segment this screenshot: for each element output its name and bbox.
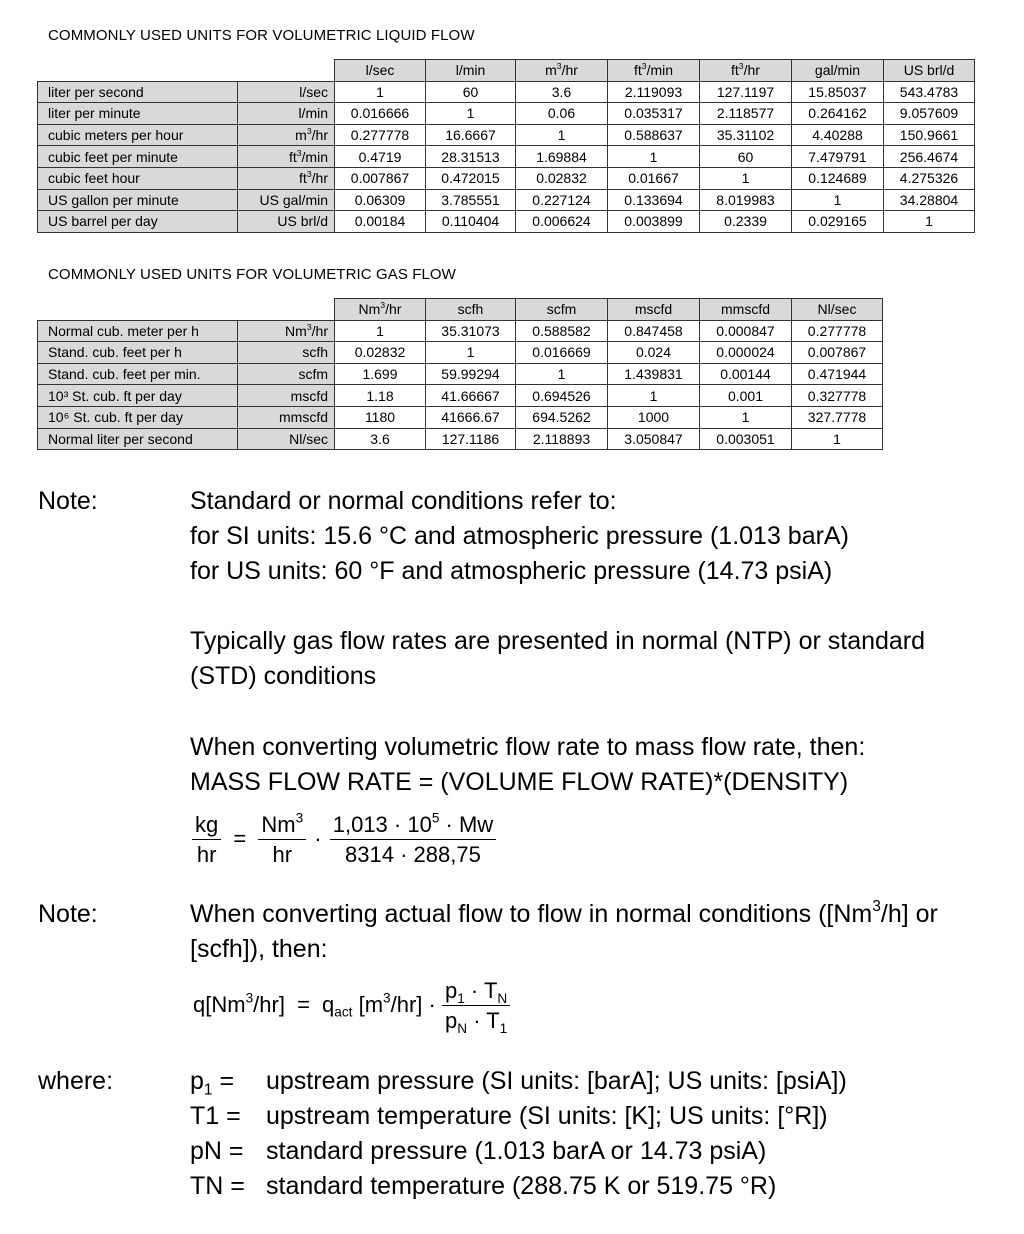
table-row <box>38 146 975 168</box>
variable-definitions <box>190 1064 847 1204</box>
conversion-value: 1 <box>335 81 426 103</box>
table-row <box>38 189 975 211</box>
definition-row <box>190 1169 847 1204</box>
conversion-value: 1 <box>426 342 516 364</box>
conversion-value: 0.02832 <box>516 167 608 189</box>
conversion-value: 4.275326 <box>884 167 975 189</box>
row-label: cubic feet per minute <box>38 146 238 168</box>
table-row <box>38 385 883 407</box>
row-label: Stand. cub. feet per h <box>38 342 238 364</box>
conversion-value: 0.035317 <box>608 103 700 125</box>
row-label: 10³ St. cub. ft per day <box>38 385 238 407</box>
conversion-value: 1 <box>608 146 700 168</box>
conversion-value: 41666.67 <box>426 406 516 428</box>
row-unit: scfh <box>238 342 335 364</box>
table-row <box>38 103 975 125</box>
conversion-value: 8.019983 <box>700 189 792 211</box>
conversion-value: 543.4783 <box>884 81 975 103</box>
conversion-value: 3.6 <box>335 428 426 450</box>
row-label: 10⁶ St. cub. ft per day <box>38 406 238 428</box>
conversion-value: 0.016669 <box>516 342 608 364</box>
conversion-value: 1 <box>700 167 792 189</box>
row-unit: mscfd <box>238 385 335 407</box>
definition-symbol: pN = <box>190 1137 244 1165</box>
formula-fraction: $\frac{kg}{hr}$ <box>192 812 221 868</box>
table-row <box>38 81 975 103</box>
conversion-value: 0.06309 <box>335 189 426 211</box>
conversion-value: 0.016666 <box>335 103 426 125</box>
conversion-value: 0.124689 <box>792 167 884 189</box>
conversion-value: 7.479791 <box>792 146 884 168</box>
definition-text: standard pressure (1.013 barA or 14.73 psiA) <box>266 1137 767 1165</box>
conversion-value: 0.471944 <box>792 363 883 385</box>
conversion-value: 0.003051 <box>700 428 792 450</box>
column-header: mscfd <box>608 299 700 321</box>
column-header: $m^3/hr$ <box>516 60 608 82</box>
note-line: (STD) conditions <box>190 662 377 690</box>
conversion-value: 3.785551 <box>426 189 516 211</box>
table-row <box>38 363 883 385</box>
row-label: cubic feet hour <box>38 167 238 189</box>
conversion-value: 0.133694 <box>608 189 700 211</box>
column-header: mmscfd <box>700 299 792 321</box>
standard-conditions-note <box>190 484 849 589</box>
conversion-value: 0.277778 <box>335 124 426 146</box>
row-unit: $ft^3/hr$ <box>238 167 335 189</box>
definition-row <box>190 1134 847 1169</box>
conversion-value: 0.006624 <box>516 211 608 233</box>
note-line: When converting actual flow to flow in normal conditions ([Nm$^3$/h] or <box>190 898 938 928</box>
conversion-value: 1 <box>608 385 700 407</box>
conversion-value: 0.110404 <box>426 211 516 233</box>
conversion-value: 41.66667 <box>426 385 516 407</box>
column-header: scfh <box>426 299 516 321</box>
note-line: for US units: 60 °F and atmospheric pressure (14.73 psiA) <box>190 557 833 585</box>
formula-fraction: $\frac{p_1 \cdot T_N}{p_N \cdot T_1}$ <box>442 978 510 1034</box>
empty-header-cell <box>238 60 335 82</box>
definition-symbol: $p_1$ = <box>190 1067 235 1099</box>
gas-flow-title: COMMONLY USED UNITS FOR VOLUMETRIC GAS FLOW <box>48 266 456 283</box>
gas-flow-note <box>190 624 925 694</box>
table-row <box>38 124 975 146</box>
conversion-value: 1 <box>792 428 883 450</box>
conversion-value: 60 <box>700 146 792 168</box>
conversion-value: 0.000847 <box>700 320 792 342</box>
liquid-flow-table <box>37 59 975 233</box>
conversion-value: 0.06 <box>516 103 608 125</box>
note-line: MASS FLOW RATE = (VOLUME FLOW RATE)*(DENSITY) <box>190 768 849 796</box>
formula-fraction: $\frac{1,013 \cdot 10^5 \cdot Mw}{8314 \cdot 288,75}$ <box>330 812 496 868</box>
mass-flow-formula: $\frac{kg}{hr}$ = $\frac{Nm^3}{hr}$ · $\frac{1,013 \cdot 10^5 \cdot Mw}{8314 \cdot 288,75}$ <box>192 812 496 868</box>
conversion-value: 127.1197 <box>700 81 792 103</box>
definition-text: upstream pressure (SI units: [barA]; US units: [psiA]) <box>266 1067 847 1095</box>
row-unit: scfm <box>238 363 335 385</box>
row-unit: US gal/min <box>238 189 335 211</box>
note-line: Typically gas flow rates are presented in normal (NTP) or standard <box>190 627 926 655</box>
definition-text: upstream temperature (SI units: [K]; US units: [°R]) <box>266 1102 828 1130</box>
table-row <box>38 428 883 450</box>
conversion-value: 127.1186 <box>426 428 516 450</box>
table-row <box>38 342 883 364</box>
row-label: Normal cub. meter per h <box>38 320 238 342</box>
conversion-value: 0.264162 <box>792 103 884 125</box>
conversion-value: 0.327778 <box>792 385 883 407</box>
conversion-value: 0.00144 <box>700 363 792 385</box>
row-label: liter per minute <box>38 103 238 125</box>
table-header-row <box>38 60 975 82</box>
conversion-value: 0.4719 <box>335 146 426 168</box>
conversion-value: 150.9661 <box>884 124 975 146</box>
conversion-value: 2.118577 <box>700 103 792 125</box>
definition-row <box>190 1099 847 1134</box>
gas-flow-table <box>37 298 883 450</box>
conversion-value: 1 <box>700 406 792 428</box>
conversion-value: 0.02832 <box>335 342 426 364</box>
conversion-value: 60 <box>426 81 516 103</box>
note-line: [scfh]), then: <box>190 935 328 963</box>
conversion-value: 0.01667 <box>608 167 700 189</box>
note-line: for SI units: 15.6 °C and atmospheric pressure (1.013 barA) <box>190 522 849 550</box>
conversion-value: 4.40288 <box>792 124 884 146</box>
column-header: Nl/sec <box>792 299 883 321</box>
conversion-value: 0.588582 <box>516 320 608 342</box>
normal-flow-formula: $q[Nm^3/hr] = q_{act}$ $[m^3/hr]$ · $\frac{p_1 \cdot T_N}{p_N \cdot T_1}$ <box>193 978 510 1034</box>
column-header: $ft^3/\min$ <box>608 60 700 82</box>
row-label: cubic meters per hour <box>38 124 238 146</box>
conversion-value: 0.007867 <box>792 342 883 364</box>
conversion-value: 256.4674 <box>884 146 975 168</box>
conversion-value: 327.7778 <box>792 406 883 428</box>
note-line: When converting volumetric flow rate to mass flow rate, then: <box>190 733 866 761</box>
conversion-value: 0.029165 <box>792 211 884 233</box>
conversion-value: 9.057609 <box>884 103 975 125</box>
row-unit: l/min <box>238 103 335 125</box>
table-row <box>38 167 975 189</box>
column-header: gal/min <box>792 60 884 82</box>
row-label: US gallon per minute <box>38 189 238 211</box>
row-label: US barrel per day <box>38 211 238 233</box>
conversion-value: 0.227124 <box>516 189 608 211</box>
column-header: Nm$^3$/hr <box>335 299 426 321</box>
table-row <box>38 320 883 342</box>
table-row <box>38 406 883 428</box>
definition-symbol: TN = <box>190 1172 245 1200</box>
conversion-value: 1 <box>335 320 426 342</box>
row-label: Stand. cub. feet per min. <box>38 363 238 385</box>
conversion-value: 1 <box>426 103 516 125</box>
conversion-value: 35.31073 <box>426 320 516 342</box>
note-label: Note: <box>38 900 98 928</box>
empty-header-cell <box>38 299 238 321</box>
conversion-value: 1.699 <box>335 363 426 385</box>
column-header: US brl/d <box>884 60 975 82</box>
empty-header-cell <box>38 60 238 82</box>
conversion-value: 1 <box>516 363 608 385</box>
table-row <box>38 211 975 233</box>
column-header: scfm <box>516 299 608 321</box>
conversion-value: 1 <box>884 211 975 233</box>
column-header: l/sec <box>335 60 426 82</box>
column-header: l/min <box>426 60 516 82</box>
definition-text: standard temperature (288.75 K or 519.75 °R) <box>266 1172 777 1200</box>
formula-fraction: $\frac{Nm^3}{hr}$ <box>258 812 306 868</box>
conversion-value: 2.118893 <box>516 428 608 450</box>
row-unit: US brl/d <box>238 211 335 233</box>
conversion-value: 0.847458 <box>608 320 700 342</box>
definition-symbol: T1 = <box>190 1102 241 1130</box>
row-unit: Nm$^3$/hr <box>238 320 335 342</box>
conversion-value: 0.001 <box>700 385 792 407</box>
note-label: Note: <box>38 487 98 515</box>
conversion-value: 1000 <box>608 406 700 428</box>
mass-flow-note <box>190 730 865 800</box>
conversion-value: 34.28804 <box>884 189 975 211</box>
conversion-value: 59.99294 <box>426 363 516 385</box>
note-line: Standard or normal conditions refer to: <box>190 487 617 515</box>
conversion-value: 0.2339 <box>700 211 792 233</box>
conversion-value: 0.694526 <box>516 385 608 407</box>
conversion-value: 0.007867 <box>335 167 426 189</box>
conversion-value: 1 <box>792 189 884 211</box>
where-label: where: <box>38 1067 114 1095</box>
conversion-value: 3.050847 <box>608 428 700 450</box>
row-unit: Nl/sec <box>238 428 335 450</box>
conversion-value: 3.6 <box>516 81 608 103</box>
conversion-value: 0.003899 <box>608 211 700 233</box>
row-unit: l/sec <box>238 81 335 103</box>
conversion-value: 0.277778 <box>792 320 883 342</box>
conversion-value: 28.31513 <box>426 146 516 168</box>
conversion-value: 1.18 <box>335 385 426 407</box>
conversion-value: 2.119093 <box>608 81 700 103</box>
conversion-value: 0.472015 <box>426 167 516 189</box>
liquid-flow-title: COMMONLY USED UNITS FOR VOLUMETRIC LIQUID FLOW <box>48 27 475 44</box>
conversion-value: 0.024 <box>608 342 700 364</box>
row-unit: mmscfd <box>238 406 335 428</box>
conversion-value: 1180 <box>335 406 426 428</box>
table-header-row <box>38 299 883 321</box>
conversion-value: 0.588637 <box>608 124 700 146</box>
conversion-value: 0.00184 <box>335 211 426 233</box>
conversion-value: 0.000024 <box>700 342 792 364</box>
row-unit: $m^3/hr$ <box>238 124 335 146</box>
conversion-value: 35.31102 <box>700 124 792 146</box>
row-label: Normal liter per second <box>38 428 238 450</box>
row-label: liter per second <box>38 81 238 103</box>
conversion-value: 16.6667 <box>426 124 516 146</box>
actual-flow-note <box>190 897 938 967</box>
conversion-value: 1.439831 <box>608 363 700 385</box>
row-unit: $ft^3/\min$ <box>238 146 335 168</box>
conversion-value: 694.5262 <box>516 406 608 428</box>
column-header: $ft^3/hr$ <box>700 60 792 82</box>
definition-row <box>190 1064 847 1099</box>
conversion-value: 1.69884 <box>516 146 608 168</box>
conversion-value: 1 <box>516 124 608 146</box>
empty-header-cell <box>238 299 335 321</box>
conversion-value: 15.85037 <box>792 81 884 103</box>
